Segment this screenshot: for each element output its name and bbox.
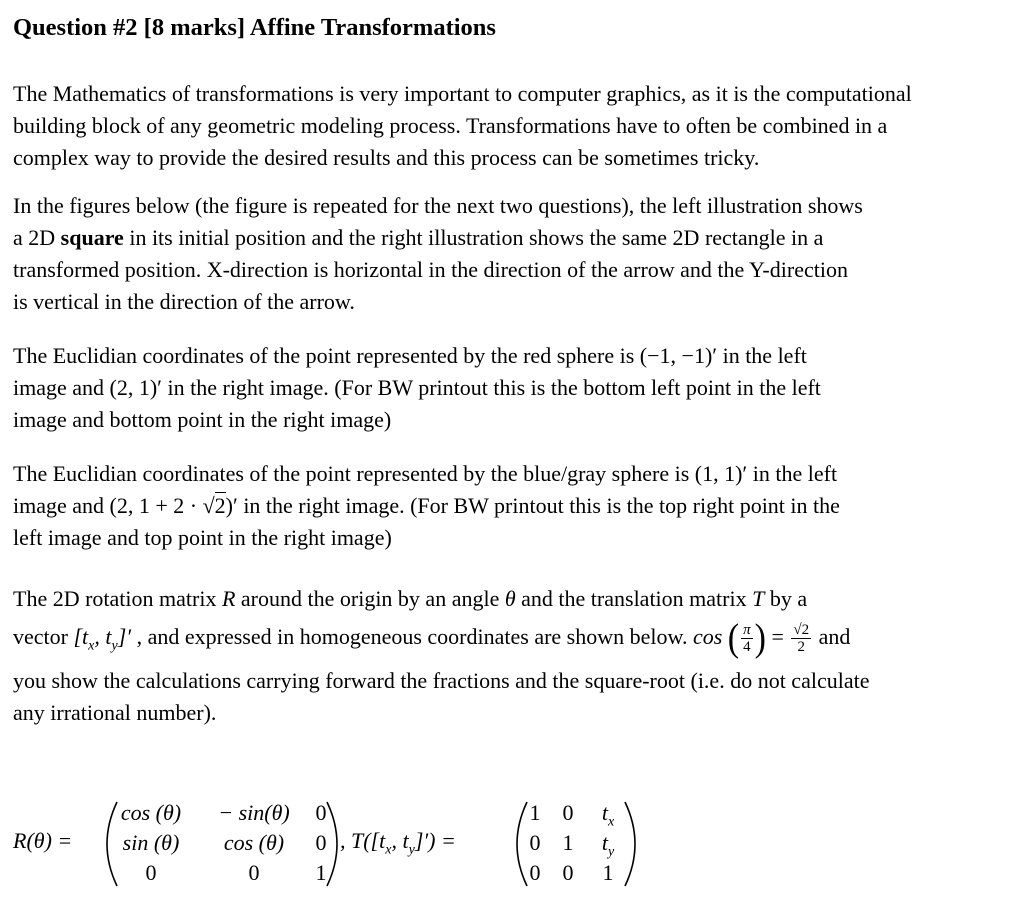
intro-paragraph (13, 78, 912, 174)
intro-line-1: The Mathematics of transformations is very important to computer graphics, as it is the computational (13, 81, 912, 106)
red-line-2: image and (2, 1)′ in the right image. (For BW printout this is the bottom left point in the left (13, 375, 821, 400)
t-cell-00: 1 (529, 800, 541, 825)
red-right-coords: (2, 1)′ (109, 375, 162, 400)
blue-line-3: left image and top point in the right image) (13, 525, 392, 550)
blue-left-coords: (1, 1)′ (694, 461, 748, 486)
red-line-3: image and bottom point in the right image) (13, 407, 392, 432)
figure-line-1: In the figures below (the figure is repeated for the next two questions), the left illustration shows (13, 193, 863, 218)
red-sphere-paragraph (13, 340, 821, 436)
t-cell-11: 1 (562, 830, 574, 855)
t-cell-02: $t_x$ (601, 800, 615, 830)
figure-line-3: transformed position. X-direction is horizontal in the direction of the arrow and the Y-direction (13, 257, 848, 282)
r-cell-20: 0 (145, 860, 157, 885)
red-line-1: The Euclidian coordinates of the point represented by the red sphere is (−1, −1)′ in the left (13, 343, 807, 368)
t-cell-20: 0 (529, 860, 541, 885)
blue-sphere-paragraph (13, 458, 840, 554)
sqrt2-over-2: $\frac{√2}{2}$ (793, 622, 810, 656)
r-cell-10: sin (θ) (122, 830, 180, 855)
translation-vector: [$t_x$, $t_y]'$ (73, 624, 132, 654)
matrix-line-2: vector [$t_x$, $t_y]'$ , and expressed in homogeneous coordinates are shown below. cos ( $\frac{\pi}{4}$ ) = $\frac{√2}{2}$ and (13, 617, 851, 660)
intro-line-3: complex way to provide the desired results and this process can be sometimes tricky. (13, 145, 760, 170)
figure-line-2: a 2D square in its initial position and the right illustration shows the same 2D rectangle in a (13, 225, 824, 250)
t-cell-10: 0 (529, 830, 541, 855)
cos-pi-over-4: ( $\frac{\pi}{4}$ ) (727, 617, 766, 660)
blue-line-2: image and (2, 1 + 2 · √2)′ in the right image. (For BW printout this is the top right point in the (13, 493, 840, 518)
figure-description-paragraph (13, 190, 863, 318)
matrix-line-3: you show the calculations carrying forward the fractions and the square-root (i.e. do not calculate (13, 668, 870, 694)
r-cell-01: − sin(θ) (218, 800, 290, 825)
square-emphasis: square (60, 225, 124, 250)
figure-line-4: is vertical in the direction of the arrow. (13, 289, 355, 314)
t-cell-21: 0 (562, 860, 574, 885)
blue-line-1: The Euclidian coordinates of the point represented by the blue/gray sphere is (1, 1)′ in the left (13, 461, 838, 486)
r-cell-11: cos (θ) (223, 830, 285, 855)
matrix-description-paragraph (13, 580, 869, 729)
matrices-equation (13, 798, 1013, 898)
r-cell-00: cos (θ) (120, 800, 182, 825)
red-left-coords: (−1, −1)′ (639, 343, 718, 368)
question-title: Question #2 [8 marks] Affine Transformations (13, 14, 496, 41)
r-cell-12: 0 (315, 830, 327, 855)
r-cell-22: 1 (315, 860, 327, 885)
t-cell-22: 1 (602, 860, 614, 885)
t-cell-01: 0 (562, 800, 574, 825)
t-cell-12: $t_y$ (601, 830, 615, 860)
r-cell-02: 0 (315, 800, 327, 825)
r-cell-21: 0 (248, 860, 260, 885)
blue-right-coords: (2, 1 + 2 · √2)′ (109, 493, 238, 518)
matrix-line-4: any irrational number). (13, 700, 217, 726)
matrix-line-1: The 2D rotation matrix R around the origin by an angle θ and the translation matrix T by a (13, 586, 808, 611)
translation-matrix-label: , $T([t_x$, $t_y]'$) = (340, 828, 456, 858)
intro-line-2: building block of any geometric modeling process. Transformations have to often be combined in a (13, 113, 888, 138)
rotation-matrix-label: R(θ) = (13, 828, 73, 853)
